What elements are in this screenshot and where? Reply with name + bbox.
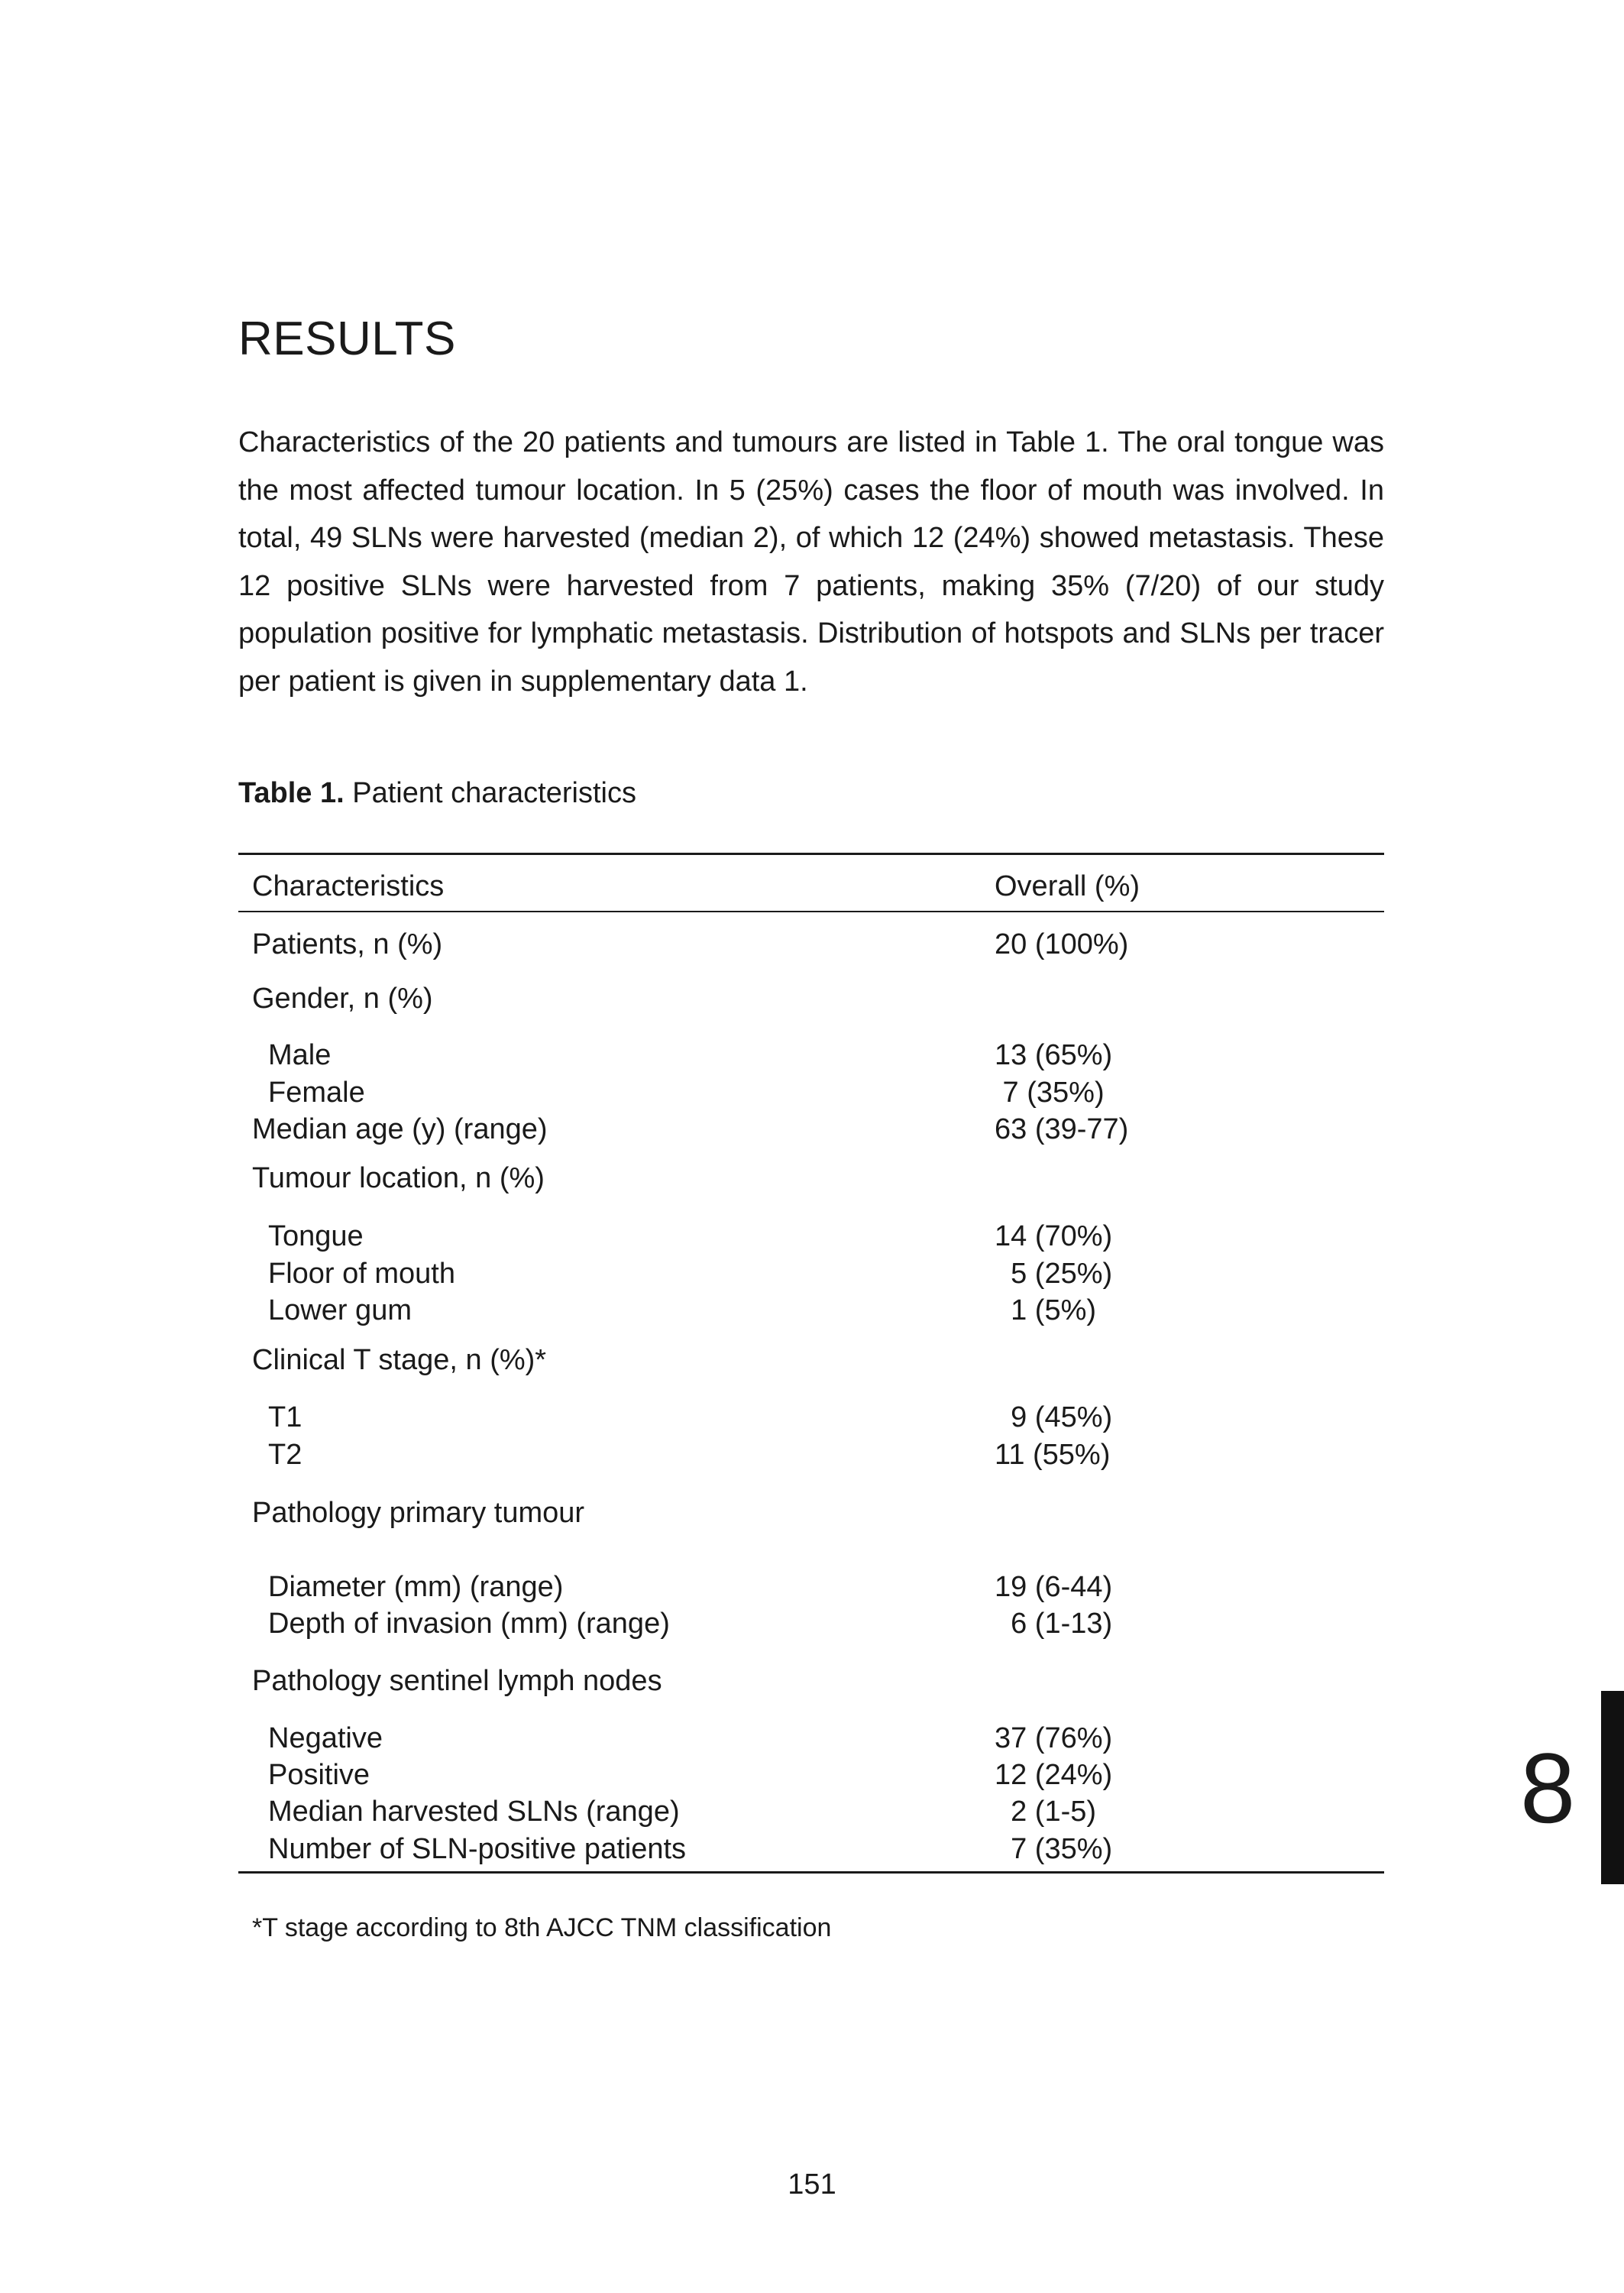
table-caption-text: Patient characteristics: [344, 777, 636, 809]
results-paragraph: Characteristics of the 20 patients and tumours are listed in Table 1. The oral tongue was the most affected tumour location. In 5 (25%) cases the floor of mouth was involved. In total, 49 SLNs were harvested (median 2), of which 12 (24%) showed metastasis. These 12 positive SLNs were harvested from 7 patients, making 35% (7/20) of our study population positive for lymphatic metastasis. Distribution of hotspots and SLNs per tracer per patient is given in supplementary data 1.: [238, 426, 1384, 698]
table-header-rule: [238, 911, 1384, 912]
table-row-label: Female: [268, 1077, 365, 1109]
table-row-label: T2: [268, 1439, 302, 1471]
table-row-value: 2 (1-5): [995, 1796, 1097, 1828]
table-row-value: 63 (39-77): [995, 1113, 1129, 1145]
table-row-value: 12 (24%): [995, 1759, 1113, 1791]
table-row-value: 1 (5%): [995, 1294, 1097, 1326]
table-row-value: 20 (100%): [995, 928, 1129, 960]
table-row-value: 7 (35%): [995, 1833, 1113, 1865]
table-row-value: 13 (65%): [995, 1039, 1113, 1071]
table-row-value: 37 (76%): [995, 1722, 1113, 1754]
table-row-label: Diameter (mm) (range): [268, 1571, 564, 1603]
table-row-label: Positive: [268, 1759, 370, 1791]
table-row-value: 19 (6-44): [995, 1571, 1113, 1603]
chapter-number: 8: [1520, 1732, 1576, 1844]
table-row-value: 5 (25%): [995, 1258, 1113, 1290]
table-row-value: 14 (70%): [995, 1220, 1113, 1252]
table-row-label: Gender, n (%): [252, 983, 433, 1015]
table-top-rule: [238, 853, 1384, 855]
chapter-tab-bar: [1601, 1691, 1624, 1884]
table-row-label: Patients, n (%): [252, 928, 443, 960]
table-header-overall: Overall (%): [995, 870, 1140, 902]
table-caption: [238, 777, 636, 810]
table-row-label: Floor of mouth: [268, 1258, 455, 1290]
table-row-label: Pathology primary tumour: [252, 1497, 585, 1529]
table-row-label: Clinical T stage, n (%)*: [252, 1344, 547, 1376]
table-caption-label: Table 1.: [238, 777, 345, 809]
table-row-value: 7 (35%): [995, 1077, 1105, 1109]
table-row-label: Lower gum: [268, 1294, 412, 1326]
table-row-label: Depth of invasion (mm) (range): [268, 1608, 670, 1640]
table-row-label: Pathology sentinel lymph nodes: [252, 1665, 662, 1697]
table-row-label: T1: [268, 1401, 302, 1433]
table-row-label: Tongue: [268, 1220, 364, 1252]
table-bottom-rule: [238, 1871, 1384, 1874]
section-heading: RESULTS: [238, 313, 456, 365]
table-row-label: Number of SLN-positive patients: [268, 1833, 687, 1865]
table-row-value: 11 (55%): [995, 1439, 1111, 1471]
table-row-label: Median harvested SLNs (range): [268, 1796, 680, 1828]
table-row-value: 9 (45%): [995, 1401, 1113, 1433]
table-row-label: Negative: [268, 1722, 383, 1754]
table-footnote: *T stage according to 8th AJCC TNM classification: [252, 1913, 832, 1942]
table-header-characteristics: Characteristics: [252, 870, 445, 902]
page-number: 151: [788, 2168, 836, 2201]
table-row-label: Male: [268, 1039, 332, 1071]
table-row-label: Median age (y) (range): [252, 1113, 548, 1145]
table-row-value: 6 (1-13): [995, 1608, 1113, 1640]
table-row-label: Tumour location, n (%): [252, 1162, 545, 1194]
